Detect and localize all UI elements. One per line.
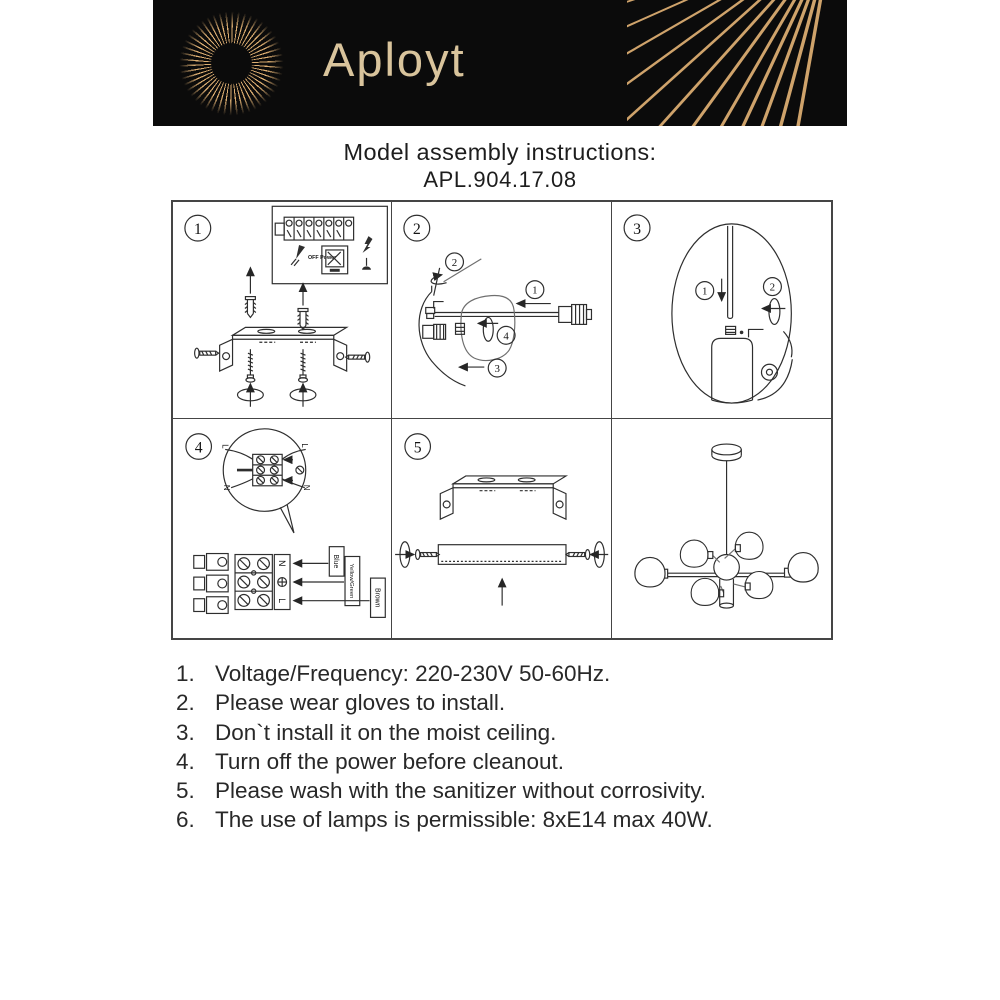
finished-chandelier-diagram	[612, 419, 831, 638]
item-text: Please wear gloves to install.	[215, 690, 506, 716]
item-text: Please wash with the sanitizer without corrosivity.	[215, 778, 707, 804]
zoom-ellipse	[672, 224, 791, 403]
panel-3-diagram	[612, 202, 831, 418]
mounting-bracket	[220, 327, 347, 371]
svg-text:3: 3	[632, 220, 641, 238]
lightning-plug-icon	[362, 236, 372, 270]
item-number: 3.	[176, 719, 195, 745]
wire-color-callouts	[294, 547, 385, 618]
gold-rays-decoration	[627, 0, 847, 126]
item-text: Don`t install it on the moist ceiling.	[215, 719, 557, 745]
ceiling-canopy-bar	[439, 545, 567, 565]
power-off-label: OFF Power	[307, 254, 337, 261]
svg-text:1: 1	[193, 221, 202, 239]
svg-text:1: 1	[701, 285, 708, 298]
step-1-insert-rod	[695, 279, 721, 301]
panel-6	[612, 419, 831, 638]
wiring-zoom-bubble	[220, 429, 311, 533]
instruction-item-6	[176, 805, 713, 834]
page-title: Model assembly instructions:	[343, 139, 657, 165]
instruction-item-4	[176, 747, 713, 776]
terminal-label-live: L	[277, 598, 288, 604]
instruction-item-1	[176, 659, 713, 688]
side-screws	[395, 542, 608, 568]
item-number: 2.	[176, 690, 195, 716]
step-2-rotate	[432, 253, 482, 296]
svg-text:2: 2	[413, 221, 422, 239]
power-off-inset	[272, 206, 387, 283]
panel-5-number-badge	[405, 434, 431, 460]
step-4-rotate-shade	[479, 317, 516, 344]
glass-shade-outline	[461, 295, 515, 360]
bubble-label-neutral-right: N	[301, 484, 311, 491]
panel-4	[173, 419, 392, 638]
panel-4-number-badge	[186, 434, 212, 460]
instructions-list	[176, 659, 713, 835]
svg-text:3: 3	[494, 363, 501, 376]
instruction-item-5	[176, 776, 713, 805]
item-number: 6.	[176, 807, 195, 833]
item-text: Turn off the power before cleanout.	[215, 748, 564, 774]
terminal-label-neutral: N	[277, 560, 288, 567]
svg-text:4: 4	[194, 439, 203, 457]
instruction-item-3	[176, 718, 713, 747]
panel-5	[392, 419, 611, 638]
bubble-label-live-right: L	[299, 443, 309, 448]
instruction-grid	[171, 200, 833, 640]
wire-label-yellow-green: Yellow/Green	[347, 563, 354, 599]
panel-2-diagram	[392, 202, 610, 418]
item-text: Voltage/Frequency: 220-230V 50-60Hz.	[215, 661, 611, 686]
svg-text:4: 4	[503, 330, 510, 343]
item-number: 5.	[176, 778, 195, 804]
svg-text:1: 1	[532, 284, 538, 297]
step-2-rotate-rod	[762, 278, 785, 325]
panel-2	[392, 202, 611, 419]
brand-banner	[153, 0, 847, 126]
terminal-block	[194, 554, 290, 614]
mounting-bracket	[441, 476, 567, 519]
bubble-label-live-left: L	[220, 444, 230, 449]
central-sphere	[713, 555, 739, 581]
wall-anchors	[245, 268, 309, 330]
earth-symbol-icon	[278, 578, 287, 587]
step-1-insert	[517, 281, 551, 304]
pointing-hand-icon	[291, 245, 305, 266]
ceiling-canopy	[711, 444, 740, 461]
item-number: 1.	[176, 661, 195, 686]
sunburst-logo-icon	[179, 11, 284, 116]
panel-3-number-badge	[624, 215, 650, 241]
panel-5-diagram	[392, 419, 610, 638]
instruction-item-2	[176, 688, 713, 717]
panel-1-diagram	[173, 202, 391, 418]
svg-text:2: 2	[452, 256, 458, 269]
wire-label-blue: Blue	[332, 554, 340, 569]
socket-end	[559, 305, 592, 325]
wire-label-brown: Brown	[373, 588, 381, 608]
step-3-slide	[460, 359, 507, 377]
brand-wordmark: Aployt	[323, 33, 466, 86]
item-number: 4.	[176, 748, 195, 774]
panel-1	[173, 202, 392, 419]
panel-4-diagram	[173, 419, 391, 638]
bubble-label-neutral-left: N	[222, 484, 232, 491]
item-text: The use of lamps is permissible: 8xE14 max 40W.	[215, 807, 713, 833]
svg-text:5: 5	[414, 439, 422, 457]
panel-1-number-badge	[185, 215, 211, 241]
panel-3	[612, 202, 831, 419]
model-number: APL.904.17.08	[423, 167, 577, 192]
svg-text:2: 2	[769, 281, 775, 294]
lamp-column-body	[711, 338, 752, 400]
panel-2-number-badge	[404, 215, 430, 241]
